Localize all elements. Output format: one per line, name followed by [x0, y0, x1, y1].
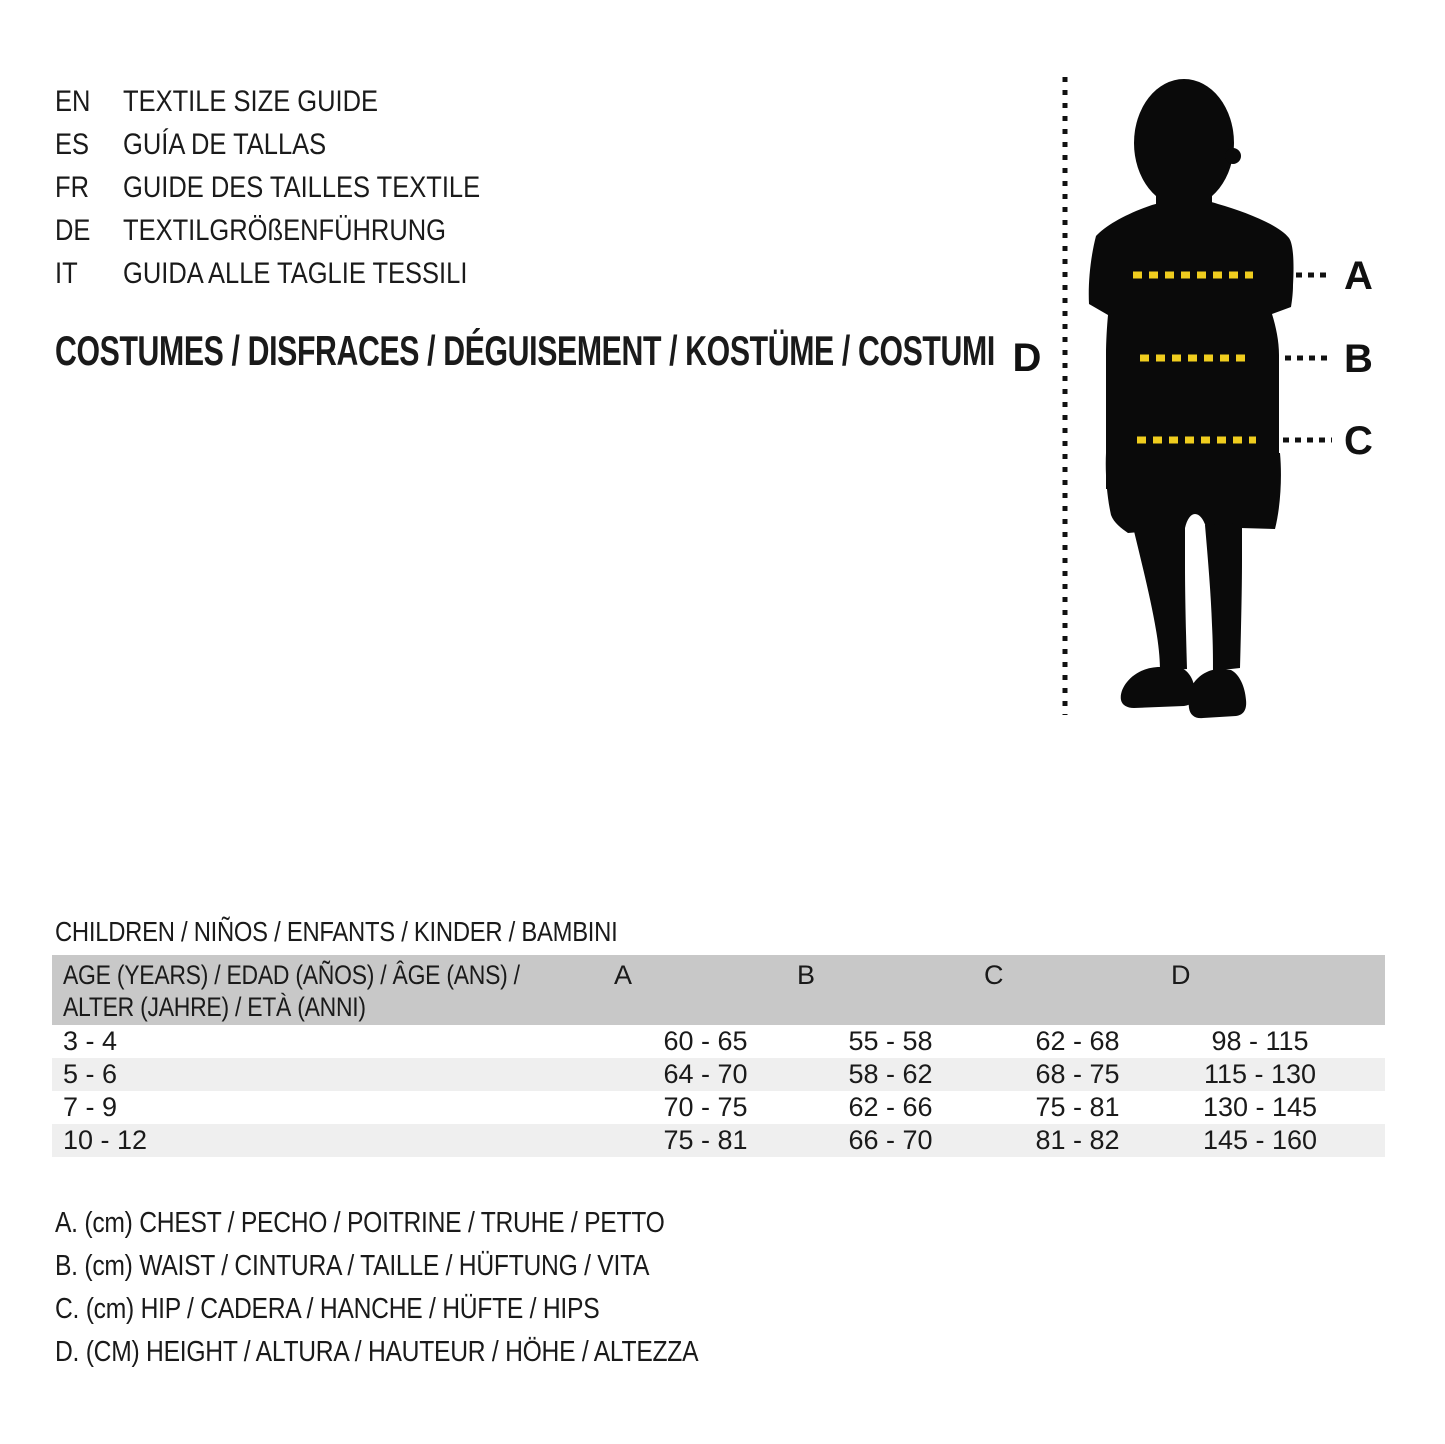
guide-title-it: GUIDA ALLE TAGLIE TESSILI: [123, 256, 468, 290]
column-header-c: C: [984, 960, 1004, 990]
language-row-es: [55, 123, 480, 166]
marker-b-label: B: [1344, 337, 1373, 381]
age-cell: 5 - 6: [63, 1059, 118, 1089]
height-cell: 98 - 115: [1211, 1026, 1309, 1056]
measurement-legend: [55, 1202, 812, 1374]
table-header-row: [52, 955, 1385, 1025]
guide-title-es: GUÍA DE TALLAS: [123, 127, 327, 161]
chest-cell: 75 - 81: [663, 1125, 748, 1155]
waist-cell: 55 - 58: [848, 1026, 933, 1056]
legend-chest: A. (cm) CHEST / PECHO / POITRINE / TRUHE / PETTO: [55, 1207, 665, 1239]
language-row-en: [55, 80, 480, 123]
hip-cell: 75 - 81: [1035, 1092, 1120, 1122]
silhouette-right-leg: [1205, 523, 1242, 671]
child-silhouette-figure: [1000, 55, 1390, 735]
waist-cell: 66 - 70: [848, 1125, 933, 1155]
language-row-it: [55, 252, 480, 295]
legend-height: D. (CM) HEIGHT / ALTURA / HAUTEUR / HÖHE / ALTEZZA: [55, 1336, 699, 1368]
legend-hip: C. (cm) HIP / CADERA / HANCHE / HÜFTE / HIPS: [55, 1293, 600, 1325]
child-silhouette: [1089, 79, 1294, 718]
table-row-age-5-6: [52, 1058, 1385, 1091]
children-size-table: [52, 955, 1385, 1157]
column-header-b: B: [797, 960, 816, 990]
measurement-figure: [1000, 55, 1390, 735]
hip-cell: 68 - 75: [1035, 1059, 1120, 1089]
waist-cell: 62 - 66: [848, 1092, 933, 1122]
chest-cell: 70 - 75: [663, 1092, 748, 1122]
column-header-a: A: [614, 960, 633, 990]
age-cell: 7 - 9: [63, 1092, 118, 1122]
language-code: ES: [55, 127, 90, 161]
table-row-age-3-4: [52, 1025, 1385, 1058]
height-cell: 145 - 160: [1202, 1125, 1318, 1155]
table-row-age-10-12: [52, 1124, 1385, 1157]
silhouette-left-leg: [1133, 525, 1187, 671]
category-heading: COSTUMES / DISFRACES / DÉGUISEMENT / KOSTÜME / COSTUMI: [55, 327, 995, 374]
language-list: [55, 80, 555, 295]
height-cell: 115 - 130: [1203, 1059, 1317, 1089]
language-code: FR: [55, 170, 89, 204]
silhouette-left-shoe: [1121, 667, 1195, 708]
chest-cell: 60 - 65: [663, 1026, 748, 1056]
language-code: EN: [55, 84, 91, 118]
silhouette-ear: [1225, 148, 1241, 164]
language-code: DE: [55, 213, 91, 247]
language-code: IT: [55, 256, 78, 290]
children-section-title: CHILDREN / NIÑOS / ENFANTS / KINDER / BAMBINI: [55, 916, 618, 947]
hip-cell: 62 - 68: [1035, 1026, 1120, 1056]
size-table-container: [52, 955, 1385, 1157]
column-header-d: D: [1171, 960, 1191, 990]
age-cell: 10 - 12: [63, 1125, 148, 1155]
guide-title-fr: GUIDE DES TAILLES TEXTILE: [123, 170, 481, 204]
table-row-age-7-9: [52, 1091, 1385, 1124]
guide-title-en: TEXTILE SIZE GUIDE: [123, 84, 379, 118]
height-cell: 130 - 145: [1202, 1092, 1318, 1122]
age-cell: 3 - 4: [63, 1026, 118, 1056]
language-row-de: [55, 209, 480, 252]
hip-cell: 81 - 82: [1035, 1125, 1120, 1155]
age-column-header: AGE (YEARS) / EDAD (AÑOS) / ÂGE (ANS) / ALTER (JAHRE) / ETÀ (ANNI): [63, 960, 520, 1022]
marker-d-label: D: [1012, 336, 1042, 380]
waist-cell: 58 - 62: [848, 1059, 933, 1089]
chest-cell: 64 - 70: [663, 1059, 748, 1089]
guide-title-de: TEXTILGRÖßENFÜHRUNG: [123, 213, 447, 247]
marker-a-label: A: [1344, 254, 1373, 298]
legend-waist: B. (cm) WAIST / CINTURA / TAILLE / HÜFTUNG / VITA: [55, 1250, 650, 1282]
marker-c-label: C: [1344, 419, 1373, 463]
silhouette-right-shoe: [1189, 669, 1247, 718]
silhouette-shorts: [1106, 453, 1281, 533]
silhouette-tshirt: [1089, 200, 1294, 489]
language-row-fr: [55, 166, 480, 209]
